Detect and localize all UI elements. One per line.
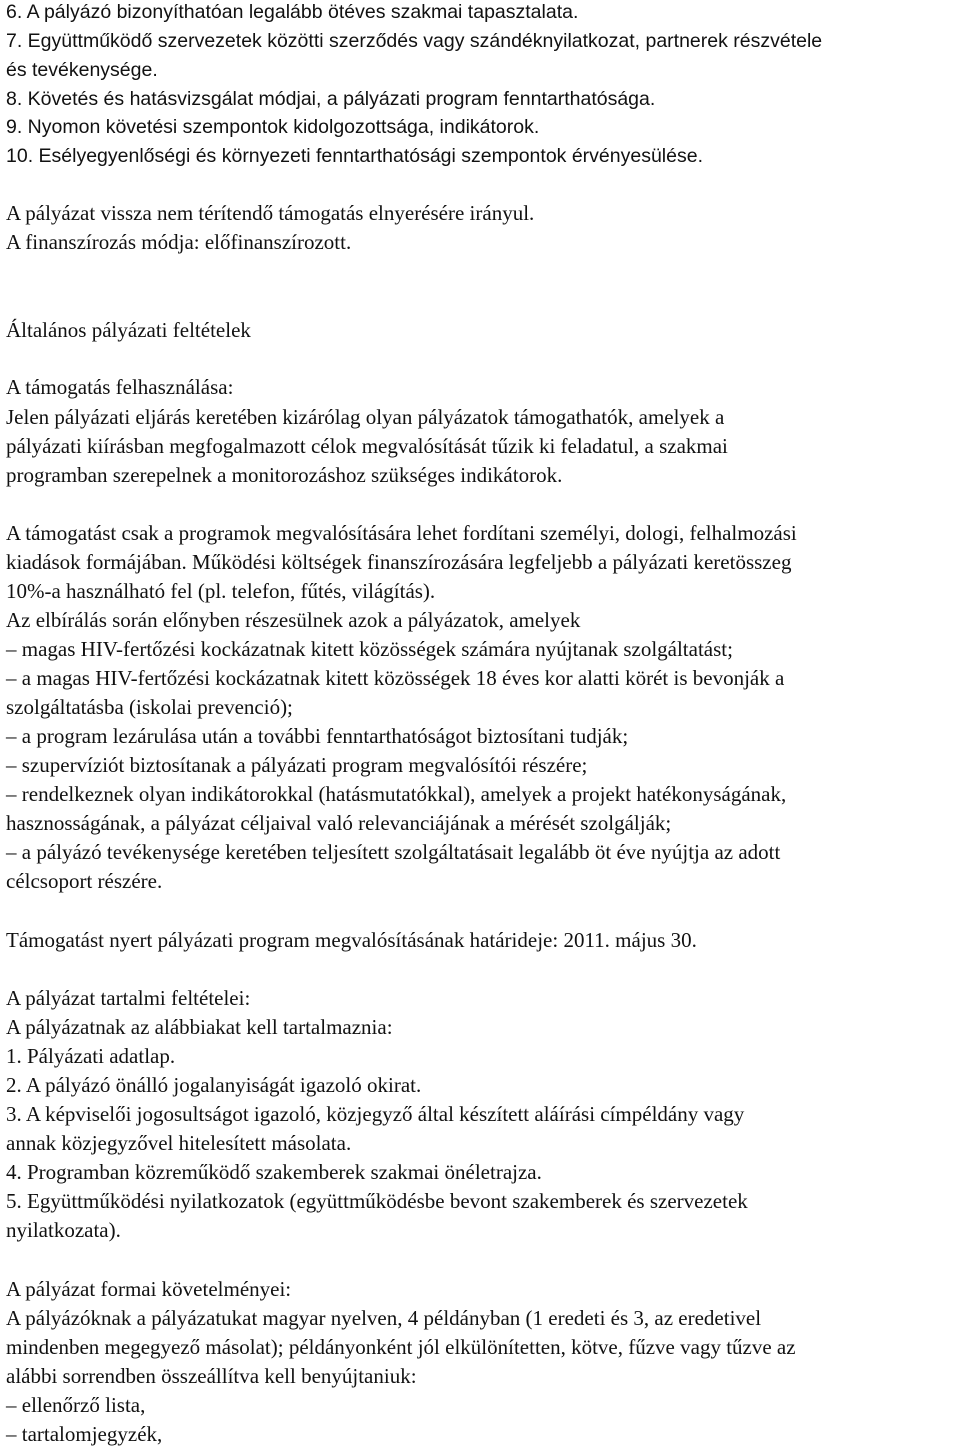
- paragraph-line: A támogatás felhasználása:: [6, 375, 234, 399]
- paragraph-line: Jelen pályázati eljárás keretében kizárólag olyan pályázatok támogathatók, amelyek a: [6, 405, 725, 429]
- paragraph-line: alábbi sorrendben összeállítva kell benyújtaniuk:: [6, 1364, 417, 1388]
- bullet-item-cont: hasznosságának, a pályázat céljaival való relevanciájának a mérését szolgálják;: [6, 811, 672, 835]
- paragraph-line: programban szerepelnek a monitorozáshoz szükséges indikátorok.: [6, 463, 563, 487]
- list-item-10: 10. Esélyegyenlőségi és környezeti fenntarthatósági szempontok érvényesülése.: [6, 145, 703, 167]
- paragraph-line: 10%-a használható fel (pl. telefon, fűtés, világítás).: [6, 579, 436, 603]
- intro-line: A pályázat vissza nem térítendő támogatás elnyerésére irányul.: [6, 201, 535, 225]
- numbered-item-cont: nyilatkozata).: [6, 1218, 121, 1242]
- paragraph-line: A pályázat formai követelményei:: [6, 1277, 292, 1301]
- bullet-item-cont: célcsoport részére.: [6, 869, 163, 893]
- list-item-9: 9. Nyomon követési szempontok kidolgozottsága, indikátorok.: [6, 116, 540, 138]
- paragraph-line: A támogatást csak a programok megvalósítására lehet fordítani személyi, dologi, felhalmozási: [6, 521, 797, 545]
- bullet-item: – a magas HIV-fertőzési kockázatnak kitett közösségek 18 éves kor alatti körét is bevonják a: [6, 666, 785, 690]
- bullet-item: – szupervíziót biztosítanak a pályázati program megvalósítói részére;: [6, 753, 588, 777]
- numbered-item: 1. Pályázati adatlap.: [6, 1044, 176, 1068]
- section-title: Általános pályázati feltételek: [6, 318, 251, 342]
- bullet-item: – a pályázó tevékenysége keretében teljesített szolgáltatásait legalább öt éve nyújtja az adott: [6, 840, 781, 864]
- numbered-item: 2. A pályázó önálló jogalanyiságát igazoló okirat.: [6, 1073, 422, 1097]
- bullet-item: – magas HIV-fertőzési kockázatnak kitett közösségek számára nyújtanak szolgáltatást;: [6, 637, 733, 661]
- list-item-7-cont: és tevékenysége.: [6, 59, 158, 81]
- bullet-item-cont: szolgáltatásba (iskolai prevenció);: [6, 695, 293, 719]
- numbered-item: 4. Programban közreműködő szakemberek szakmai önéletrajza.: [6, 1160, 542, 1184]
- paragraph-line: A pályázat tartalmi feltételei:: [6, 986, 251, 1010]
- numbered-item: 5. Együttműködési nyilatkozatok (együttműködésbe bevont szakemberek és szervezetek: [6, 1189, 748, 1213]
- paragraph-line: Az elbírálás során előnyben részesülnek azok a pályázatok, amelyek: [6, 608, 581, 632]
- bullet-item: – ellenőrző lista,: [6, 1393, 146, 1417]
- list-item-8: 8. Követés és hatásvizsgálat módjai, a pályázati program fenntarthatósága.: [6, 88, 656, 110]
- bullet-item: – a program lezárulása után a további fenntarthatóságot biztosítani tudják;: [6, 724, 629, 748]
- paragraph-line: pályázati kiírásban megfogalmazott célok megvalósítását tűzik ki feladatul, a szakmai: [6, 434, 728, 458]
- bullet-item: – rendelkeznek olyan indikátorokkal (hatásmutatókkal), amelyek a projekt hatékonyságának,: [6, 782, 787, 806]
- intro-line: A finanszírozás módja: előfinanszírozott.: [6, 230, 352, 254]
- paragraph-line: mindenben megegyező másolat); példányonként jól elkülönítetten, kötve, fűzve vagy tűzve az: [6, 1335, 796, 1359]
- bullet-item: – tartalomjegyzék,: [6, 1422, 163, 1446]
- list-item-6: 6. A pályázó bizonyíthatóan legalább ötéves szakmai tapasztalata.: [6, 1, 579, 23]
- numbered-item-cont: annak közjegyzővel hitelesített másolata.: [6, 1131, 352, 1155]
- paragraph-line: A pályázatnak az alábbiakat kell tartalmaznia:: [6, 1015, 393, 1039]
- list-item-7: 7. Együttműködő szervezetek közötti szerződés vagy szándéknyilatkozat, partnerek részvétele: [6, 30, 823, 52]
- paragraph-line: A pályázóknak a pályázatukat magyar nyelven, 4 példányban (1 eredeti és 3, az eredetivel: [6, 1306, 762, 1330]
- paragraph-line: kiadások formájában. Működési költségek finanszírozására legfeljebb a pályázati keretösszeg: [6, 550, 792, 574]
- deadline-line: Támogatást nyert pályázati program megvalósításának határideje: 2011. május 30.: [6, 928, 697, 952]
- numbered-item: 3. A képviselői jogosultságot igazoló, közjegyző által készített aláírási címpéldány vagy: [6, 1102, 745, 1126]
